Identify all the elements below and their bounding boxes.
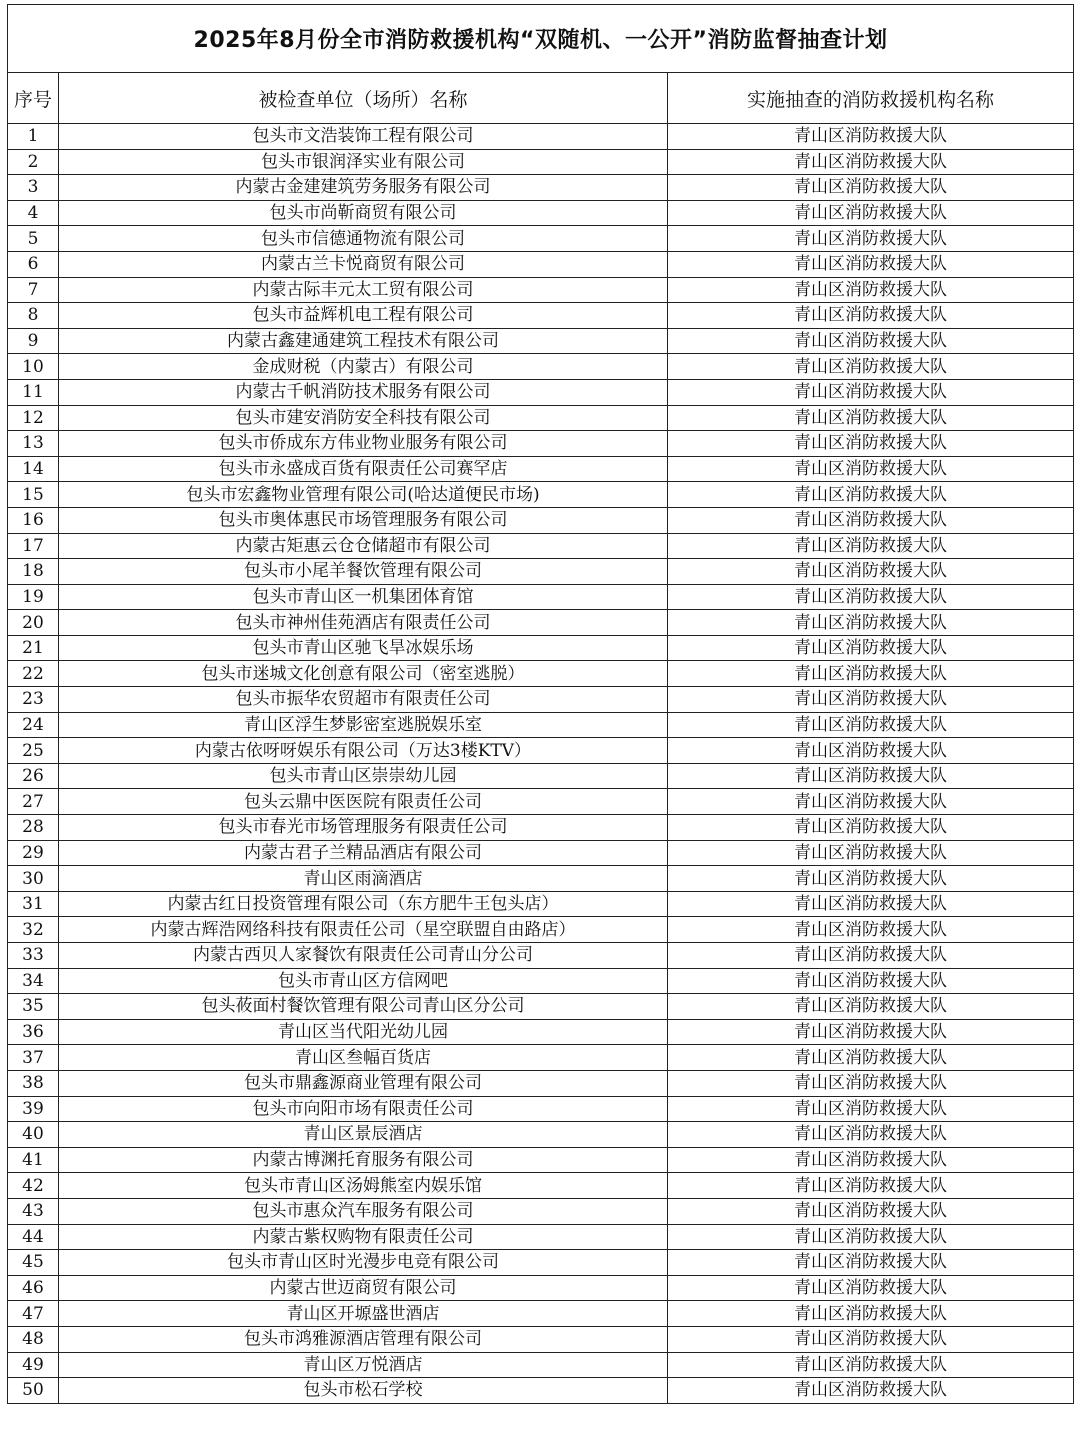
row-agency-name-cell: 青山区消防救援大队 bbox=[668, 1070, 1074, 1096]
row-agency-name-cell: 青山区消防救援大队 bbox=[668, 994, 1074, 1020]
table-row bbox=[8, 1326, 1074, 1352]
table-row bbox=[8, 431, 1074, 457]
table-row bbox=[8, 559, 1074, 585]
table-row bbox=[8, 789, 1074, 815]
row-index-cell: 16 bbox=[8, 507, 59, 533]
row-unit-name-cell: 青山区万悦酒店 bbox=[59, 1352, 668, 1378]
row-index-cell: 28 bbox=[8, 815, 59, 841]
row-index-cell: 22 bbox=[8, 661, 59, 687]
table-row bbox=[8, 1070, 1074, 1096]
table-row bbox=[8, 328, 1074, 354]
row-agency-name-cell: 青山区消防救援大队 bbox=[668, 200, 1074, 226]
table-row bbox=[8, 226, 1074, 252]
row-unit-name-cell: 包头市奥体惠民市场管理服务有限公司 bbox=[59, 507, 668, 533]
row-agency-name-cell: 青山区消防救援大队 bbox=[668, 328, 1074, 354]
row-unit-name-cell: 内蒙古矩惠云仓仓储超市有限公司 bbox=[59, 533, 668, 559]
row-agency-name-cell: 青山区消防救援大队 bbox=[668, 1122, 1074, 1148]
row-agency-name-cell: 青山区消防救援大队 bbox=[668, 1019, 1074, 1045]
table-row bbox=[8, 738, 1074, 764]
row-unit-name-cell: 包头莜面村餐饮管理有限公司青山区分公司 bbox=[59, 994, 668, 1020]
row-index-cell: 7 bbox=[8, 277, 59, 303]
header-agency-name: 实施抽查的消防救援机构名称 bbox=[668, 73, 1074, 124]
row-index-cell: 30 bbox=[8, 866, 59, 892]
row-agency-name-cell: 青山区消防救援大队 bbox=[668, 687, 1074, 713]
row-agency-name-cell: 青山区消防救援大队 bbox=[668, 943, 1074, 969]
row-agency-name-cell: 青山区消防救援大队 bbox=[668, 251, 1074, 277]
row-index-cell: 20 bbox=[8, 610, 59, 636]
row-index-cell: 3 bbox=[8, 175, 59, 201]
row-unit-name-cell: 包头市鼎鑫源商业管理有限公司 bbox=[59, 1070, 668, 1096]
row-agency-name-cell: 青山区消防救援大队 bbox=[668, 866, 1074, 892]
row-index-cell: 41 bbox=[8, 1147, 59, 1173]
row-unit-name-cell: 包头市鸿雅源酒店管理有限公司 bbox=[59, 1326, 668, 1352]
row-agency-name-cell: 青山区消防救援大队 bbox=[668, 1275, 1074, 1301]
row-index-cell: 49 bbox=[8, 1352, 59, 1378]
row-unit-name-cell: 内蒙古君子兰精品酒店有限公司 bbox=[59, 840, 668, 866]
row-agency-name-cell: 青山区消防救援大队 bbox=[668, 1096, 1074, 1122]
table-row bbox=[8, 175, 1074, 201]
row-unit-name-cell: 包头市青山区时光漫步电竞有限公司 bbox=[59, 1250, 668, 1276]
row-index-cell: 43 bbox=[8, 1198, 59, 1224]
row-agency-name-cell: 青山区消防救援大队 bbox=[668, 226, 1074, 252]
row-index-cell: 8 bbox=[8, 303, 59, 329]
document-title: 2025年8月份全市消防救援机构“双随机、一公开”消防监督抽查计划 bbox=[8, 5, 1074, 73]
row-index-cell: 14 bbox=[8, 456, 59, 482]
table-row bbox=[8, 712, 1074, 738]
row-agency-name-cell: 青山区消防救援大队 bbox=[668, 559, 1074, 585]
row-index-cell: 26 bbox=[8, 763, 59, 789]
row-index-cell: 4 bbox=[8, 200, 59, 226]
inspection-plan-sheet bbox=[7, 4, 1073, 1404]
table-row bbox=[8, 200, 1074, 226]
table-row bbox=[8, 1275, 1074, 1301]
row-unit-name-cell: 包头市小尾羊餐饮管理有限公司 bbox=[59, 559, 668, 585]
row-index-cell: 12 bbox=[8, 405, 59, 431]
table-row bbox=[8, 251, 1074, 277]
row-unit-name-cell: 包头市文浩装饰工程有限公司 bbox=[59, 124, 668, 150]
row-agency-name-cell: 青山区消防救援大队 bbox=[668, 917, 1074, 943]
row-index-cell: 33 bbox=[8, 943, 59, 969]
row-index-cell: 18 bbox=[8, 559, 59, 585]
table-row bbox=[8, 815, 1074, 841]
table-row bbox=[8, 763, 1074, 789]
row-unit-name-cell: 内蒙古千帆消防技术服务有限公司 bbox=[59, 379, 668, 405]
row-unit-name-cell: 金成财税（内蒙古）有限公司 bbox=[59, 354, 668, 380]
row-unit-name-cell: 包头市永盛成百货有限责任公司赛罕店 bbox=[59, 456, 668, 482]
row-unit-name-cell: 包头市宏鑫物业管理有限公司(哈达道便民市场) bbox=[59, 482, 668, 508]
row-agency-name-cell: 青山区消防救援大队 bbox=[668, 661, 1074, 687]
row-unit-name-cell: 包头市振华农贸超市有限责任公司 bbox=[59, 687, 668, 713]
row-unit-name-cell: 青山区当代阳光幼儿园 bbox=[59, 1019, 668, 1045]
row-index-cell: 45 bbox=[8, 1250, 59, 1276]
table-row bbox=[8, 687, 1074, 713]
row-agency-name-cell: 青山区消防救援大队 bbox=[668, 533, 1074, 559]
table-row bbox=[8, 354, 1074, 380]
row-index-cell: 23 bbox=[8, 687, 59, 713]
row-agency-name-cell: 青山区消防救援大队 bbox=[668, 431, 1074, 457]
row-index-cell: 34 bbox=[8, 968, 59, 994]
row-unit-name-cell: 包头市尚靳商贸有限公司 bbox=[59, 200, 668, 226]
row-agency-name-cell: 青山区消防救援大队 bbox=[668, 149, 1074, 175]
table-row bbox=[8, 635, 1074, 661]
row-unit-name-cell: 包头市青山区一机集团体育馆 bbox=[59, 584, 668, 610]
table-row bbox=[8, 661, 1074, 687]
row-unit-name-cell: 包头市青山区汤姆熊室内娱乐馆 bbox=[59, 1173, 668, 1199]
row-unit-name-cell: 包头市侨成东方伟业物业服务有限公司 bbox=[59, 431, 668, 457]
row-agency-name-cell: 青山区消防救援大队 bbox=[668, 891, 1074, 917]
row-agency-name-cell: 青山区消防救援大队 bbox=[668, 815, 1074, 841]
row-index-cell: 39 bbox=[8, 1096, 59, 1122]
row-agency-name-cell: 青山区消防救援大队 bbox=[668, 610, 1074, 636]
table-row bbox=[8, 124, 1074, 150]
row-unit-name-cell: 包头市建安消防安全科技有限公司 bbox=[59, 405, 668, 431]
row-index-cell: 13 bbox=[8, 431, 59, 457]
table-row bbox=[8, 840, 1074, 866]
row-agency-name-cell: 青山区消防救援大队 bbox=[668, 1250, 1074, 1276]
row-index-cell: 27 bbox=[8, 789, 59, 815]
row-unit-name-cell: 包头云鼎中医医院有限责任公司 bbox=[59, 789, 668, 815]
table-row bbox=[8, 507, 1074, 533]
table-row bbox=[8, 1173, 1074, 1199]
row-agency-name-cell: 青山区消防救援大队 bbox=[668, 1198, 1074, 1224]
row-unit-name-cell: 包头市青山区方信网吧 bbox=[59, 968, 668, 994]
row-index-cell: 47 bbox=[8, 1301, 59, 1327]
row-unit-name-cell: 青山区叁幅百货店 bbox=[59, 1045, 668, 1071]
row-unit-name-cell: 包头市益辉机电工程有限公司 bbox=[59, 303, 668, 329]
inspection-plan-table bbox=[7, 4, 1074, 1404]
row-agency-name-cell: 青山区消防救援大队 bbox=[668, 175, 1074, 201]
row-agency-name-cell: 青山区消防救援大队 bbox=[668, 1326, 1074, 1352]
row-index-cell: 15 bbox=[8, 482, 59, 508]
row-agency-name-cell: 青山区消防救援大队 bbox=[668, 789, 1074, 815]
row-unit-name-cell: 包头市信德通物流有限公司 bbox=[59, 226, 668, 252]
row-index-cell: 25 bbox=[8, 738, 59, 764]
row-unit-name-cell: 内蒙古依呀呀娱乐有限公司（万达3楼KTV） bbox=[59, 738, 668, 764]
row-unit-name-cell: 包头市向阳市场有限责任公司 bbox=[59, 1096, 668, 1122]
row-agency-name-cell: 青山区消防救援大队 bbox=[668, 405, 1074, 431]
row-index-cell: 24 bbox=[8, 712, 59, 738]
table-row bbox=[8, 1198, 1074, 1224]
row-unit-name-cell: 包头市青山区崇崇幼儿园 bbox=[59, 763, 668, 789]
row-unit-name-cell: 内蒙古紫权购物有限责任公司 bbox=[59, 1224, 668, 1250]
row-agency-name-cell: 青山区消防救援大队 bbox=[668, 584, 1074, 610]
row-unit-name-cell: 包头市松石学校 bbox=[59, 1378, 668, 1404]
row-unit-name-cell: 内蒙古兰卡悦商贸有限公司 bbox=[59, 251, 668, 277]
table-row bbox=[8, 149, 1074, 175]
table-row bbox=[8, 1122, 1074, 1148]
row-index-cell: 10 bbox=[8, 354, 59, 380]
table-row bbox=[8, 379, 1074, 405]
row-agency-name-cell: 青山区消防救援大队 bbox=[668, 277, 1074, 303]
row-agency-name-cell: 青山区消防救援大队 bbox=[668, 1352, 1074, 1378]
header-row bbox=[8, 73, 1074, 124]
row-agency-name-cell: 青山区消防救援大队 bbox=[668, 1378, 1074, 1404]
table-row bbox=[8, 303, 1074, 329]
row-unit-name-cell: 包头市春光市场管理服务有限责任公司 bbox=[59, 815, 668, 841]
row-index-cell: 1 bbox=[8, 124, 59, 150]
row-unit-name-cell: 内蒙古西贝人家餐饮有限责任公司青山分公司 bbox=[59, 943, 668, 969]
row-index-cell: 50 bbox=[8, 1378, 59, 1404]
row-index-cell: 17 bbox=[8, 533, 59, 559]
row-index-cell: 40 bbox=[8, 1122, 59, 1148]
row-index-cell: 48 bbox=[8, 1326, 59, 1352]
row-agency-name-cell: 青山区消防救援大队 bbox=[668, 124, 1074, 150]
table-row bbox=[8, 943, 1074, 969]
table-row bbox=[8, 1250, 1074, 1276]
row-index-cell: 5 bbox=[8, 226, 59, 252]
table-row bbox=[8, 533, 1074, 559]
row-agency-name-cell: 青山区消防救援大队 bbox=[668, 1045, 1074, 1071]
row-agency-name-cell: 青山区消防救援大队 bbox=[668, 1147, 1074, 1173]
row-index-cell: 44 bbox=[8, 1224, 59, 1250]
table-row bbox=[8, 405, 1074, 431]
row-agency-name-cell: 青山区消防救援大队 bbox=[668, 379, 1074, 405]
row-agency-name-cell: 青山区消防救援大队 bbox=[668, 482, 1074, 508]
row-agency-name-cell: 青山区消防救援大队 bbox=[668, 712, 1074, 738]
title-row bbox=[8, 5, 1074, 73]
row-agency-name-cell: 青山区消防救援大队 bbox=[668, 1301, 1074, 1327]
row-unit-name-cell: 内蒙古博渊托育服务有限公司 bbox=[59, 1147, 668, 1173]
table-row bbox=[8, 917, 1074, 943]
table-body bbox=[8, 124, 1074, 1404]
table-row bbox=[8, 456, 1074, 482]
row-agency-name-cell: 青山区消防救援大队 bbox=[668, 354, 1074, 380]
table-row bbox=[8, 584, 1074, 610]
row-index-cell: 19 bbox=[8, 584, 59, 610]
row-agency-name-cell: 青山区消防救援大队 bbox=[668, 456, 1074, 482]
table-row bbox=[8, 994, 1074, 1020]
row-unit-name-cell: 包头市青山区驰飞旱冰娱乐场 bbox=[59, 635, 668, 661]
table-row bbox=[8, 866, 1074, 892]
header-index: 序号 bbox=[8, 73, 59, 124]
table-row bbox=[8, 891, 1074, 917]
row-index-cell: 37 bbox=[8, 1045, 59, 1071]
table-row bbox=[8, 968, 1074, 994]
table-row bbox=[8, 1224, 1074, 1250]
table-row bbox=[8, 1096, 1074, 1122]
row-agency-name-cell: 青山区消防救援大队 bbox=[668, 303, 1074, 329]
row-unit-name-cell: 内蒙古鑫建通建筑工程技术有限公司 bbox=[59, 328, 668, 354]
table-row bbox=[8, 610, 1074, 636]
table-row bbox=[8, 482, 1074, 508]
row-index-cell: 38 bbox=[8, 1070, 59, 1096]
row-unit-name-cell: 内蒙古红日投资管理有限公司（东方肥牛王包头店） bbox=[59, 891, 668, 917]
row-index-cell: 35 bbox=[8, 994, 59, 1020]
row-index-cell: 36 bbox=[8, 1019, 59, 1045]
row-agency-name-cell: 青山区消防救援大队 bbox=[668, 1173, 1074, 1199]
row-index-cell: 21 bbox=[8, 635, 59, 661]
row-agency-name-cell: 青山区消防救援大队 bbox=[668, 738, 1074, 764]
row-index-cell: 2 bbox=[8, 149, 59, 175]
header-unit-name: 被检查单位（场所）名称 bbox=[59, 73, 668, 124]
row-index-cell: 32 bbox=[8, 917, 59, 943]
row-unit-name-cell: 包头市迷城文化创意有限公司（密室逃脱） bbox=[59, 661, 668, 687]
row-agency-name-cell: 青山区消防救援大队 bbox=[668, 840, 1074, 866]
row-index-cell: 31 bbox=[8, 891, 59, 917]
row-unit-name-cell: 青山区开塬盛世酒店 bbox=[59, 1301, 668, 1327]
row-unit-name-cell: 内蒙古辉浩网络科技有限责任公司（星空联盟自由路店） bbox=[59, 917, 668, 943]
row-unit-name-cell: 青山区浮生梦影密室逃脱娱乐室 bbox=[59, 712, 668, 738]
row-agency-name-cell: 青山区消防救援大队 bbox=[668, 968, 1074, 994]
row-agency-name-cell: 青山区消防救援大队 bbox=[668, 507, 1074, 533]
row-index-cell: 46 bbox=[8, 1275, 59, 1301]
row-unit-name-cell: 内蒙古际丰元太工贸有限公司 bbox=[59, 277, 668, 303]
row-unit-name-cell: 青山区景辰酒店 bbox=[59, 1122, 668, 1148]
table-row bbox=[8, 1019, 1074, 1045]
row-unit-name-cell: 包头市银润泽实业有限公司 bbox=[59, 149, 668, 175]
row-agency-name-cell: 青山区消防救援大队 bbox=[668, 635, 1074, 661]
row-unit-name-cell: 包头市神州佳苑酒店有限责任公司 bbox=[59, 610, 668, 636]
row-index-cell: 42 bbox=[8, 1173, 59, 1199]
table-row bbox=[8, 1378, 1074, 1404]
row-agency-name-cell: 青山区消防救援大队 bbox=[668, 763, 1074, 789]
row-index-cell: 11 bbox=[8, 379, 59, 405]
row-unit-name-cell: 青山区雨滴酒店 bbox=[59, 866, 668, 892]
row-unit-name-cell: 内蒙古金建建筑劳务服务有限公司 bbox=[59, 175, 668, 201]
table-row bbox=[8, 1301, 1074, 1327]
row-index-cell: 6 bbox=[8, 251, 59, 277]
row-agency-name-cell: 青山区消防救援大队 bbox=[668, 1224, 1074, 1250]
row-unit-name-cell: 包头市惠众汽车服务有限公司 bbox=[59, 1198, 668, 1224]
table-row bbox=[8, 1045, 1074, 1071]
row-index-cell: 29 bbox=[8, 840, 59, 866]
table-row bbox=[8, 1147, 1074, 1173]
table-row bbox=[8, 277, 1074, 303]
table-row bbox=[8, 1352, 1074, 1378]
row-index-cell: 9 bbox=[8, 328, 59, 354]
row-unit-name-cell: 内蒙古世迈商贸有限公司 bbox=[59, 1275, 668, 1301]
